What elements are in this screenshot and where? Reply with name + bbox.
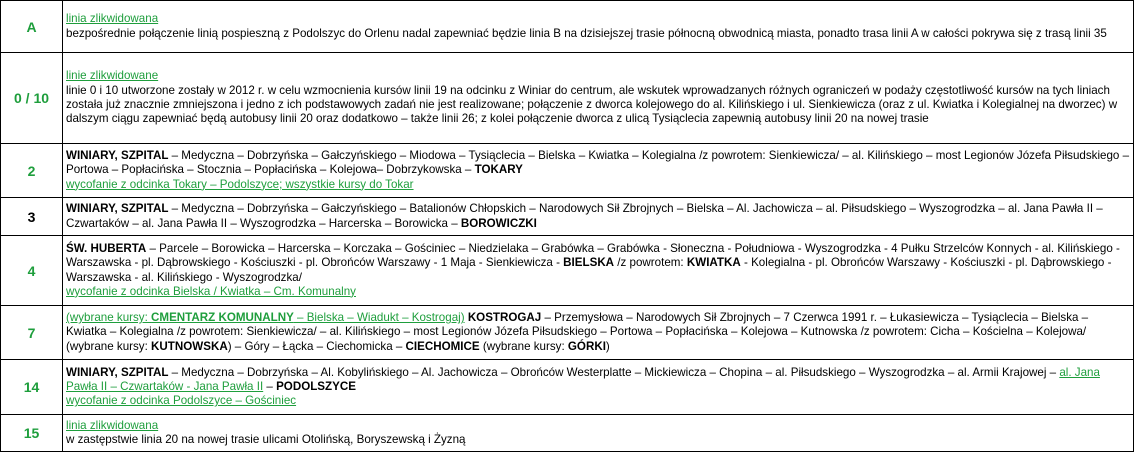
route-description [63,1,1134,53]
route-row [1,360,1134,415]
route-description [63,306,1134,360]
change-note-text: linia zlikwidowana [66,418,159,432]
route-text: linie 0 i 10 utworzone zostały w 2012 r. w celu wzmocnienia kursów linii 19 na odcinku z Winiar do centrum, ale wskutek wprowadzanych różnych ograniczeń w podaży częstotliwość kursów na tych liniach została już znacznie zmniejszona i jedno z ich podstawowych zadań nie jest realizowane; połączenie z dworca kolejowego do al. Kilińskiego i ul. Sienkiewicza (oraz z ul. Kwiatka i Kolegialnej na dworzec) w dalszym ciągu zapewniać będą autobusy linii 20 oraz dodatkowo – także linii 26; z kolei połączenie dworca z ulicą Tysiąclecia zapewnią autobusy linii 20 na nowej trasie [66,83,1118,126]
terminal-stop-text: KUTNOWSKA [151,339,228,353]
change-note-text: al. Jana Pawła II – Czwartaków - Jana Pawła II [66,365,1100,393]
route-text: – Medyczna – Dobrzyńska – Gałczyńskiego – Batalionów Chłopskich – Narodowych Sił Zbrojnych – Bielska – Al. Jachowicza – al. Piłsudskiego – Wyszogrodzka – al. Jana Pawła II – Czwartaków – al. Jana Pawła II – Wyszogrodzka – Harcerska – Borowicka – [66,202,1103,230]
description-line [66,419,1131,433]
route-number: 14 [1,360,63,415]
route-description [63,236,1134,306]
change-note-text: wycofanie z odcinka Podolszyce – Gościniec [66,394,297,408]
route-number: 3 [1,198,63,236]
route-number: A [1,1,63,53]
change-note-text: – Bielska – Wiadukt – Kostrogaj) [293,311,465,325]
route-number: 2 [1,144,63,198]
route-description [63,198,1134,236]
route-text: – Medyczna – Dobrzyńska – Gałczyńskiego – Miodowa – Tysiąclecia – Bielska – Kwiatka – Kolegialna /z powrotem: Sienkiewicza/ – al. Kilińskiego – most Legionów Józefa Piłsudskiego – Portowa – Popłacińska – Stocznia – Popłacińska – Kolejowa– Dobrzykowska – [66,149,1130,177]
description-line [66,69,1131,83]
route-number: 0 / 10 [1,53,63,144]
terminal-stop-text: CIECHOMICE [405,339,480,353]
terminal-stop-text: TOKARY [474,163,523,177]
route-row [1,415,1134,452]
description-line [66,394,1131,408]
description-line [66,202,1131,231]
description-line [66,178,1131,192]
route-text: - Kolegialna - pl. Obrońców Warszawy - Kościuszki - pl. Dąbrowskiego - Warszawska - al. Kilińskiego - Wyszogrodzka/ [66,256,1112,284]
description-line [66,366,1131,395]
route-text: ) – Góry – Łącka – Ciechomicka – [227,339,406,353]
terminal-stop-text: KOSTROGAJ [467,311,542,325]
route-row [1,1,1134,53]
route-text: w zastępstwie linia 20 na nowej trasie ulicami Otolińską, Boryszewską i Żyzną [66,433,466,446]
terminal-stop-text: PODOLSZYCE [276,379,356,393]
terminal-stop-text: WINIARY, SZPITAL [66,202,169,216]
terminal-stop-text: WINIARY, SZPITAL [66,365,169,379]
route-text: bezpośrednie połączenie linią pospieszną z Podolszyc do Orlenu nadal zapewniać będzie linia B na dzisiejszej trasie północną obwodnicą miasta, ponadto trasa linii A w całości pokrywa się z trasą linii 35 [66,26,1107,40]
change-note-text: (wybrane kursy: [66,311,152,325]
terminal-stop-text: BOROWICZKI [460,216,537,230]
route-number: 15 [1,415,63,452]
change-note-text: linie zlikwidowane [66,69,159,83]
description-line [66,433,1131,447]
route-text: ) [605,339,610,353]
description-line [66,27,1131,41]
route-row [1,198,1134,236]
route-description [63,144,1134,198]
description-line [66,285,1131,299]
terminal-stop-text: ŚW. HUBERTA [66,241,147,255]
route-row [1,144,1134,198]
change-note-text: linia zlikwidowana [66,12,159,26]
description-line [66,12,1131,26]
route-text: (wybrane kursy: [479,339,568,353]
description-line [66,242,1131,285]
change-note-text: wycofanie z odcinka Bielska / Kwiatka – Cm. Komunalny [66,284,356,298]
description-line [66,311,1131,354]
description-line [66,149,1131,178]
route-row [1,306,1134,360]
route-description [63,415,1134,452]
terminal-stop-text: BIELSKA [563,256,615,270]
terminal-stop-text: GÓRKI [567,339,606,353]
route-text: – Medyczna – Dobrzyńska – Al. Kobylińskiego – Al. Jachowicza – Obrońców Westerplatte – Mickiewicza – Chopina – al. Piłsudskiego – Wyszogrodzka – al. Armii Krajowej – [168,365,1060,379]
route-description [63,53,1134,144]
route-text: – [263,379,277,393]
route-number: 4 [1,236,63,306]
change-note-text: wycofanie z odcinka Tokary – Podolszyce; wszystkie kursy do Tokar [66,177,414,191]
route-row [1,236,1134,306]
route-text: – Przemysłowa – Narodowych Sił Zbrojnych – 7 Czerwca 1991 r. – Łukasiewicza – Tysiąclecia – Bielska – Kwiatka – Kolegialna /z powrotem: Sienkiewicza/ – al. Kilińskiego – most Legionów Józefa Piłsudskiego – Portowa – Popłacińska – Kolejowa – Kutnowska /z powrotem: Cicha – Kościelna – Kolejowa/ (wybrane kursy: [66,311,1089,353]
route-text: /z powrotem: [614,256,687,270]
route-row [1,53,1134,144]
route-number: 7 [1,306,63,360]
change-note-text: CMENTARZ KOMUNALNY [151,311,294,325]
terminal-stop-text: KWIATKA [686,256,741,270]
terminal-stop-text: WINIARY, SZPITAL [66,149,169,163]
route-text: – Parcele – Borowicka – Harcerska – Korczaka – Gościniec – Niedzielaka – Grabówka – Grabówka - Słoneczna - Południowa - Wyszogrodzka - 4 Pułku Strzelców Konnych - al. Kilińskiego - Warszawska - pl. Dąbrowskiego - Kościuszki - pl. Obrońców Warszawy - 1 Maja - Sienkiewicza - [66,241,1120,270]
route-changes-body [1,1,1134,452]
description-line [66,84,1131,127]
route-description [63,360,1134,415]
